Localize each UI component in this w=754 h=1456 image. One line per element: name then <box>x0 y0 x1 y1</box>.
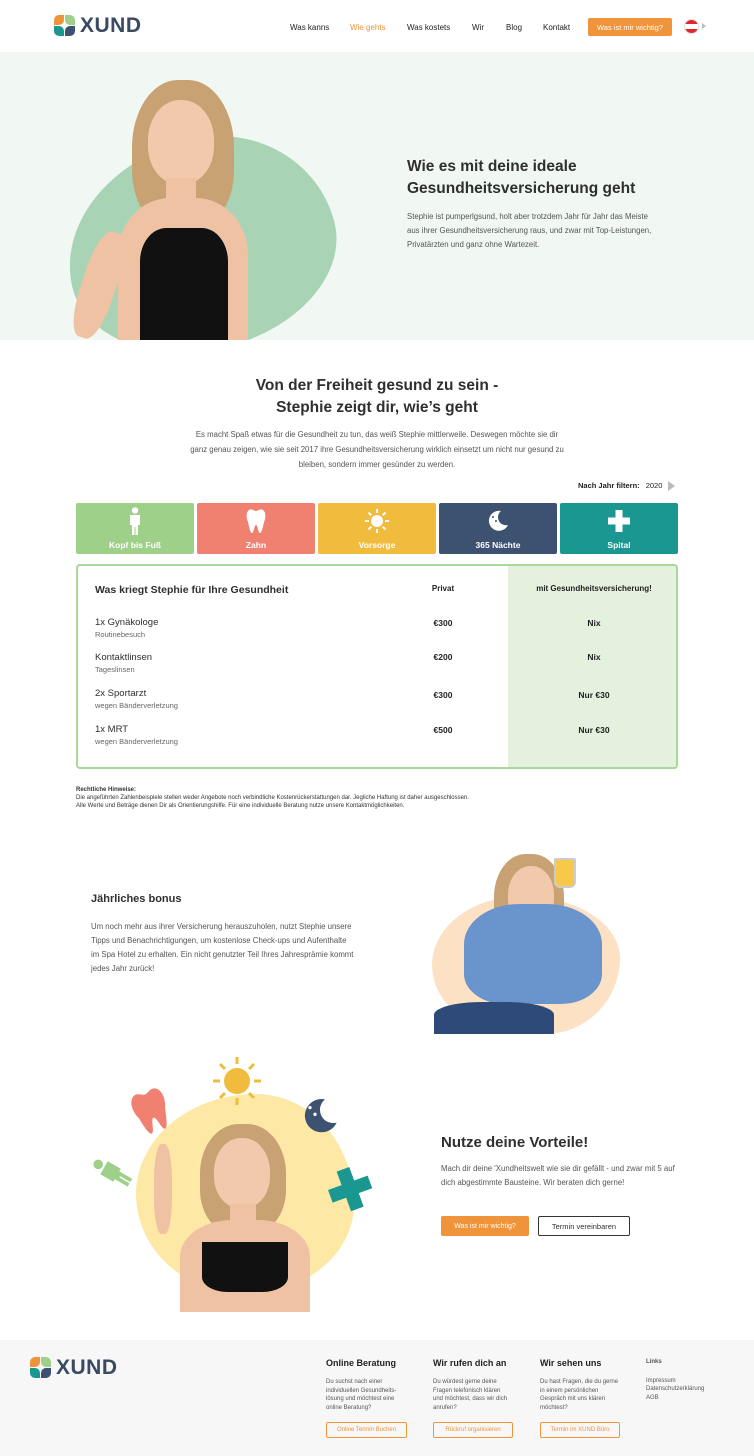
year-next-icon[interactable] <box>668 481 675 491</box>
austria-flag-icon[interactable] <box>684 19 699 34</box>
footer-col-text: Du suchst nach einer individuellen Gesundheits-lösung und möchtest eine online Beratung? <box>326 1379 397 1411</box>
book-appointment-button[interactable]: Termin vereinbaren <box>538 1216 630 1236</box>
sun-icon <box>318 508 436 534</box>
callback-button[interactable]: Rückruf organisieren <box>433 1422 513 1438</box>
vorteile-person-image <box>150 1120 320 1312</box>
footer-col-online <box>326 1358 422 1412</box>
footer-col-callback <box>433 1358 529 1412</box>
vorteile-text: Mach dir deine 'Xundheitswelt wie sie dir gefällt - und zwar mit 5 auf dich abgestimmte Bausteine. Wir beraten dich gerne! <box>441 1164 675 1187</box>
legal-heading: Rechtliche Hinweise: <box>76 787 137 793</box>
category-tiles <box>76 503 678 554</box>
vorteile-title: Nutze deine Vorteile! <box>441 1134 589 1151</box>
row-sub: Tageslinsen <box>95 665 135 674</box>
header-cta-button[interactable]: Was ist mir wichtig? <box>588 18 672 36</box>
row-private-value: €200 <box>433 652 453 662</box>
row-name: 1x Gynäkologe <box>95 617 159 628</box>
row-insurance-value: Nur €30 <box>578 690 610 700</box>
footer-link-datenschutz[interactable]: Datenschutzerklärung <box>646 1386 705 1392</box>
row-insurance-value: Nix <box>587 652 601 662</box>
hero-section <box>0 52 754 340</box>
bonus-text: Um noch mehr aus ihrer Versicherung herauszuholen, nutzt Stephie unsere Tipps und Benachrichtigungen, um kostenlose Check-ups und Aufenthalte im Spa Hotel zu erhalten. Ein nicht genutzter Teil Ihres Jahresprämie kommt jedes Jahr zurück! <box>91 922 354 973</box>
site-header <box>0 0 754 52</box>
tile-vorsorge[interactable] <box>318 503 436 554</box>
row-private-value: €300 <box>433 690 453 700</box>
col-header-private: Privat <box>431 584 455 593</box>
logo-text: XUND <box>80 14 142 37</box>
footer-link-impressum[interactable]: Impressum <box>646 1377 676 1384</box>
nav-wie-gehts[interactable]: Wie gehts <box>350 23 386 32</box>
footer-link-agb[interactable]: AGB <box>646 1394 659 1401</box>
online-appointment-button[interactable]: Online Termin Buchen <box>326 1422 407 1438</box>
person-icon <box>88 1151 141 1195</box>
bonus-person-image <box>434 852 614 1034</box>
bonus-title: Jährliches bonus <box>91 893 182 905</box>
what-matters-button[interactable]: Was ist mir wichtig? <box>441 1216 529 1236</box>
moon-icon <box>439 508 557 534</box>
row-sub: Routinebesuch <box>95 630 146 639</box>
col-header-insurance: mit Gesundheitsversicherung! <box>536 584 652 593</box>
footer-col-text: Du hast Fragen, die du gerne in einem persönlichen Gespräch mit uns klären möchtest? <box>540 1379 619 1411</box>
person-icon <box>76 508 194 534</box>
row-insurance-value: Nur €30 <box>578 725 610 735</box>
nav-wir[interactable]: Wir <box>472 23 484 32</box>
table-title: Was kriegt Stephie für Ihre Gesundheit <box>95 584 289 596</box>
footer-logo[interactable] <box>30 1356 118 1380</box>
legal-line-2: Alle Werte und Beträge dienen Dir als Orientierungshilfe. Für eine individuelle Beratung nutze unsere Kontaktmöglichkeiten. <box>76 803 405 809</box>
tile-spital[interactable] <box>560 503 678 554</box>
footer-col-heading: Wir rufen dich an <box>433 1358 507 1368</box>
row-name: 2x Sportarzt <box>95 688 147 699</box>
nav-was-kostets[interactable]: Was kostets <box>407 23 451 32</box>
year-filter-label: Nach Jahr filtern: <box>578 481 640 490</box>
logo-icon <box>54 15 76 37</box>
nav-was-kanns[interactable]: Was kanns <box>290 23 330 32</box>
hero-person-image <box>78 80 288 340</box>
footer-links-heading: Links <box>646 1359 662 1365</box>
juice-glass-icon <box>554 858 576 888</box>
footer-col-text: Du würdest gerne deine Fragen telefonisch klären und möchtest, dass wir dich anrufen? <box>433 1379 508 1411</box>
nav-kontakt[interactable]: Kontakt <box>543 23 571 32</box>
logo-text: XUND <box>56 1356 118 1379</box>
footer-col-heading: Wir sehen uns <box>540 1358 602 1368</box>
office-appointment-button[interactable]: Termin im XUND Büro <box>540 1422 620 1438</box>
intro-title <box>0 375 754 419</box>
footer-col-office <box>540 1358 636 1412</box>
tile-label: Kopf bis Fuß <box>109 540 161 550</box>
hero-title: Wie es mit deine ideale Gesundheitsversicherung geht <box>407 158 636 197</box>
tile-kopf-bis-fuss[interactable] <box>76 503 194 554</box>
footer-col-heading: Online Beratung <box>326 1358 397 1368</box>
intro-title-line2: Stephie zeigt dir, wie’s geht <box>276 399 478 416</box>
tooth-icon <box>197 508 315 534</box>
nav-blog[interactable]: Blog <box>506 23 523 32</box>
footer-links <box>646 1358 742 1402</box>
row-private-value: €300 <box>433 618 453 628</box>
tile-label: 365 Nächte <box>475 540 521 550</box>
hero-text: Stephie ist pumperlgsund, holt aber trotzdem Jahr für Jahr das Meiste aus ihrer Gesundheitsversicherung raus, und zwar mit Top-Leistungen, Privatärzten und ganz ohne Wartezeit. <box>407 212 652 249</box>
tile-label: Zahn <box>245 540 267 550</box>
logo[interactable] <box>54 14 142 38</box>
comparison-table <box>76 564 678 769</box>
tile-label: Spital <box>607 540 631 550</box>
tile-zahn[interactable] <box>197 503 315 554</box>
intro-text: Es macht Spaß etwas für die Gesundheit zu tun, das weiß Stephie mittlerweile. Deswegen möchte sie dir ganz genau zeigen, wie sie seit 2017 ihre Gesundheitsversicherung wirklich einsetzt um nicht nur gesund zu bleiben, sondern immer gesünder zu werden. <box>190 430 564 469</box>
intro-title-line1: Von der Freiheit gesund zu sein - <box>255 377 499 394</box>
language-caret-icon[interactable] <box>702 23 706 29</box>
logo-icon <box>30 1357 52 1379</box>
row-name: Kontaktlinsen <box>95 652 153 663</box>
tile-label: Vorsorge <box>358 540 396 550</box>
insurance-column-bg <box>508 566 678 769</box>
year-filter[interactable] <box>578 481 662 490</box>
cross-icon <box>560 508 678 534</box>
legal-line-1: Die angeführten Zahlenbeispiele stellen weder Angebote noch verbindliche Kostenrückerstattungen dar. Jegliche Haftung ist daher ausgeschlossen. <box>76 795 469 801</box>
year-filter-value[interactable]: 2020 <box>645 481 663 490</box>
tile-365-naechte[interactable] <box>439 503 557 554</box>
row-sub: wegen Bänderverletzung <box>95 701 178 710</box>
row-private-value: €500 <box>433 725 453 735</box>
sun-icon <box>212 1056 262 1111</box>
row-name: 1x MRT <box>95 724 129 735</box>
row-insurance-value: Nix <box>587 618 601 628</box>
row-sub: wegen Bänderverletzung <box>95 737 178 746</box>
legal-notice <box>76 786 676 810</box>
